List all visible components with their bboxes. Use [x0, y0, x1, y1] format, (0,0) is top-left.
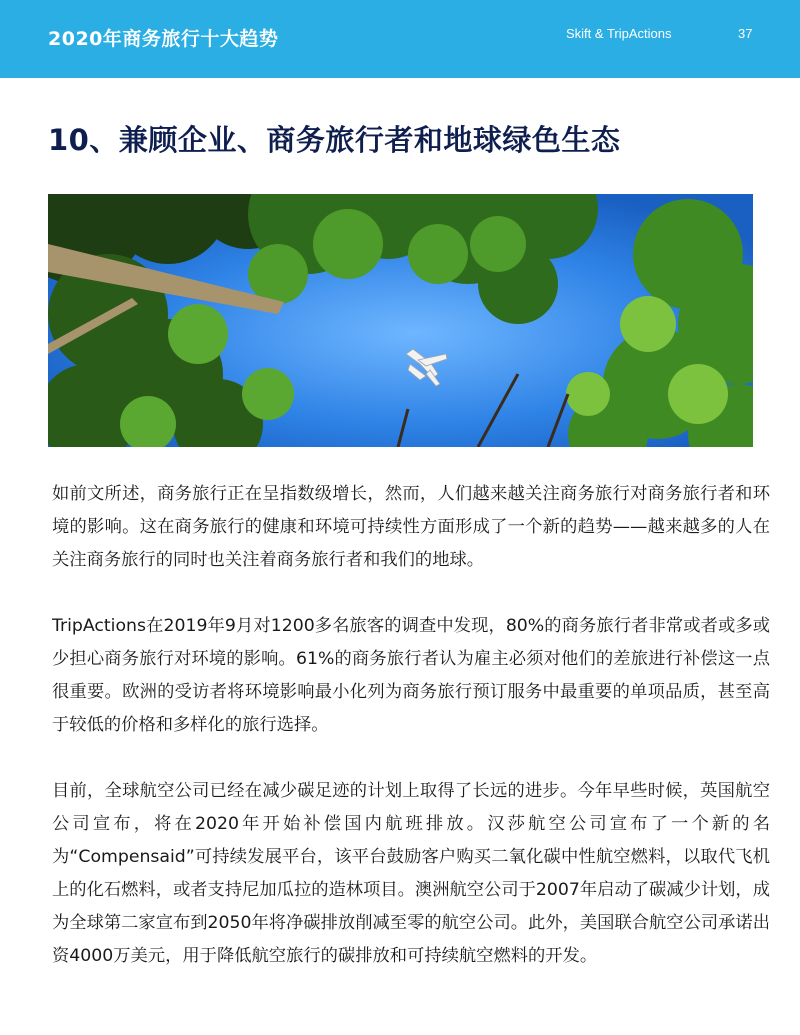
paragraph-airlines: 目前，全球航空公司已经在减少碳足迹的计划上取得了长远的进步。今年早些时候，英国航空公司宣布，将在2020年开始补偿国内航班排放。汉莎航空公司宣布了一个新的名为“Compensaid”可持续发展平台，该平台鼓励客户购买二氧化碳中性航空燃料，以取代飞机上的化石燃料，或者支持尼加瓜拉的造林项目。澳洲航空公司于2007年启动了碳减少计划，成为全球第二家宣布到2050年将净碳排放削减至零的航空公司。此外，美国联合航空公司承诺出资4000万美元，用于降低航空旅行的碳排放和可持续航空燃料的开发。 [52, 781, 770, 966]
section-heading: 10、兼顾企业、商务旅行者和地球绿色生态 [48, 123, 621, 157]
header-bar [0, 0, 800, 78]
paragraph-intro: 如前文所述，商务旅行正在呈指数级增长，然而，人们越来越关注商务旅行对商务旅行者和环境的影响。这在商务旅行的健康和环境可持续性方面形成了一个新的趋势——越来越多的人在关注商务旅行的同时也关注着商务旅行者和我们的地球。 [52, 484, 770, 570]
forest-airplane-photo [48, 194, 753, 447]
paragraph-survey: TripActions在2019年9月对1200多名旅客的调查中发现，80%的商务旅行者非常或者或多或少担心商务旅行对环境的影响。61%的商务旅行者认为雇主必须对他们的差旅进行补偿这一点很重要。欧洲的受访者将环境影响最小化列为商务旅行预订服务中最重要的单项品质，甚至高于较低的价格和多样化的旅行选择。 [52, 616, 770, 735]
document-title: 2020年商务旅行十大趋势 [48, 28, 279, 50]
page-number: 37 [738, 26, 753, 41]
source-label: Skift & TripActions [566, 26, 672, 41]
article-body [52, 478, 770, 1006]
